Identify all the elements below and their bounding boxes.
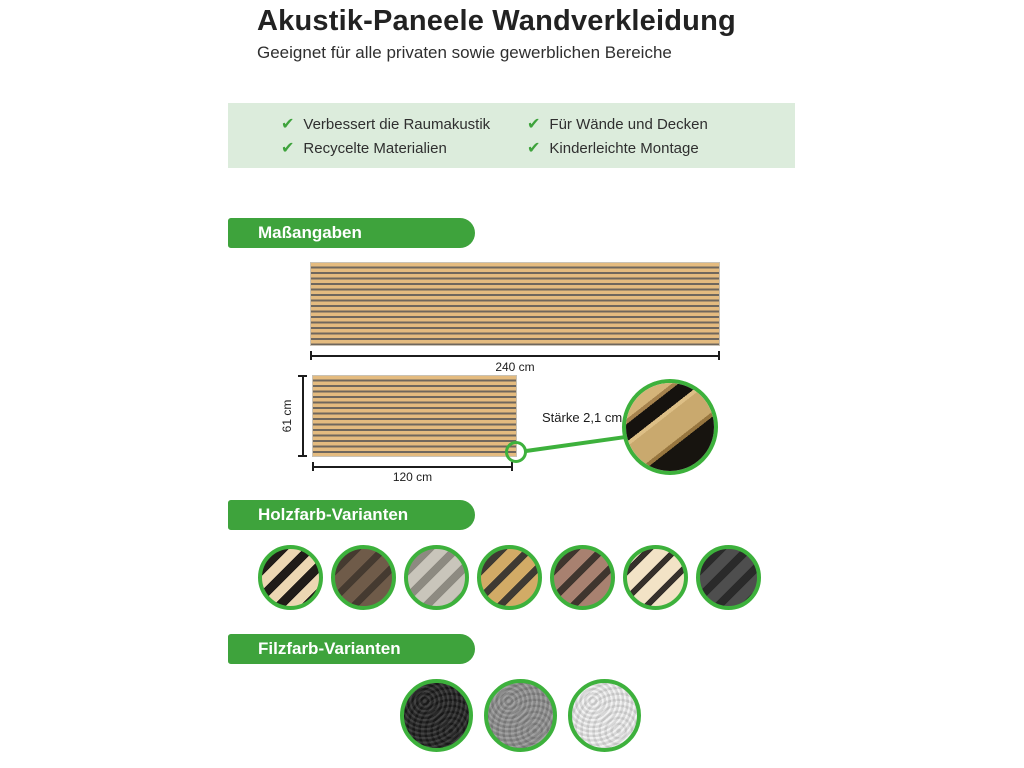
zoom-connector-line — [526, 435, 627, 453]
check-icon: ✔ — [527, 139, 541, 157]
dimension-label-240: 240 cm — [495, 360, 535, 374]
thickness-label: Stärke 2,1 cm — [542, 410, 623, 425]
dimension-line-240 — [310, 351, 720, 360]
acoustic-panel-large-preview — [310, 262, 720, 346]
dimension-line-61 — [298, 375, 307, 457]
wood-variant-swatch — [550, 545, 615, 610]
feature-item — [527, 116, 708, 133]
felt-variant-swatch — [400, 679, 473, 752]
acoustic-panel-small-preview — [312, 375, 517, 457]
check-icon: ✔ — [527, 115, 541, 133]
feature-list — [281, 116, 708, 157]
feature-item — [527, 140, 708, 157]
section-header-dimensions: Maßangaben — [228, 218, 475, 248]
wood-variant-swatch — [623, 545, 688, 610]
zoom-source-circle-icon — [505, 441, 527, 463]
wood-variant-swatch — [696, 545, 761, 610]
feature-item — [281, 116, 527, 133]
wood-variant-swatch — [404, 545, 469, 610]
feature-label: Verbessert die Raumakustik — [303, 116, 491, 133]
check-icon: ✔ — [281, 115, 295, 133]
wood-variant-swatch — [258, 545, 323, 610]
page-subtitle: Geeignet für alle privaten sowie gewerblichen Bereiche — [257, 43, 672, 62]
wood-slats-on-felt-detail — [622, 379, 718, 475]
section-header-felt-variants: Filzfarb-Varianten — [228, 634, 475, 664]
felt-variant-swatch — [484, 679, 557, 752]
felt-variant-swatch — [568, 679, 641, 752]
feature-label: Recycelte Materialien — [303, 140, 447, 157]
feature-highlight-box — [228, 103, 795, 168]
panel-cross-section-magnifier — [622, 379, 718, 475]
dimension-label-120: 120 cm — [392, 470, 433, 484]
check-icon: ✔ — [281, 139, 295, 157]
wood-variant-swatch — [331, 545, 396, 610]
feature-label: Kinderleichte Montage — [549, 140, 699, 157]
dimension-label-61: 61 cm — [280, 399, 294, 433]
feature-item — [281, 140, 527, 157]
wood-variant-swatch — [477, 545, 542, 610]
section-header-wood-variants: Holzfarb-Varianten — [228, 500, 475, 530]
page-title: Akustik-Paneele Wandverkleidung — [257, 5, 736, 37]
feature-label: Für Wände und Decken — [549, 116, 708, 133]
